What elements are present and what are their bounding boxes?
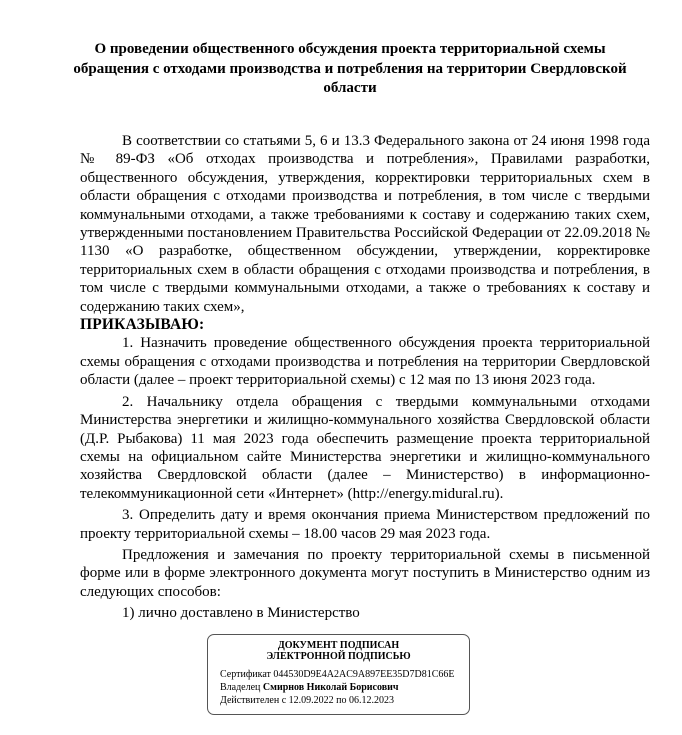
stamp-details xyxy=(220,668,469,707)
stamp-header-line-2: ЭЛЕКТРОННОЙ ПОДПИСЬЮ xyxy=(266,651,411,662)
delivery-method-1: 1) лично доставлено в Министерство xyxy=(122,605,360,622)
stamp-header-line-1: ДОКУМЕНТ ПОДПИСАН xyxy=(277,640,400,651)
stamp-certificate-value: 044530D9E4A2AC9A897EE35D7D81C66E xyxy=(273,669,455,680)
stamp-header xyxy=(208,640,469,662)
order-item-2: 2. Начальнику отдела обращения с твердыми коммунальными отходами Министерства энергетики и жилищно-коммунального хозяйства Свердловской области (Д.Р. Рыбакова) 11 мая 2023 года обеспечить размещение проекта территориальной схемы на официальном сайте Министерства энергетики и жилищно-коммунального хозяйства Свердловской области (далее – Министерство) в информационно-телекоммуникационной сети «Интернет» (http://energy.midural.ru). xyxy=(80,393,650,502)
stamp-certificate-label: Сертификат xyxy=(220,669,271,680)
document-body xyxy=(80,132,650,623)
stamp-validity-row xyxy=(220,694,469,707)
stamp-owner-value: Смирнов Николай Борисович xyxy=(262,682,399,693)
document-title: О проведении общественного обсуждения проекта территориальной схемы обращения с отходами производства и потребления на территории Свердловской области xyxy=(73,41,627,96)
stamp-validity-label: Действителен с 12.09.2022 по 06.12.2023 xyxy=(220,695,394,706)
stamp-owner-row xyxy=(220,681,469,694)
stamp-owner-label: Владелец xyxy=(220,682,261,693)
order-item-3: 3. Определить дату и время окончания приема Министерством предложений по проекту территориальной схемы – 18.00 часов 29 мая 2023 года. xyxy=(80,507,650,542)
intro-paragraph: В соответствии со статьями 5, 6 и 13.3 Федерального закона от 24 июня 1998 года № 89-ФЗ «Об отходах производства и потребления», Правилами разработки, общественного обсуждения, утверждения, корректировки территориальных схем в области обращения с отходами производства и потребления, в том числе с твердыми коммунальными отходами, а также требованиями к составу и содержанию таких схем, утвержденными постановлением Правительства Российской Федерации от 22.09.2018 № 1130 «О разработке, общественном обсуждении, утверждении, корректировке территориальных схем в области обращения с отходами производства и потребления, в том числе с твердыми коммунальными отходами, а также о требованиях к составу и содержанию таких схем», xyxy=(80,133,650,315)
proposals-paragraph: Предложения и замечания по проекту территориальной схемы в письменной форме или в форме электронного документа могут поступить в Министерство одним из следующих способов: xyxy=(80,546,650,600)
stamp-certificate-row xyxy=(220,668,469,681)
electronic-signature-stamp xyxy=(207,634,470,715)
order-heading: ПРИКАЗЫВАЮ: xyxy=(80,316,205,334)
order-item-1: 1. Назначить проведение общественного обсуждения проекта территориальной схемы обращения с отходами производства и потребления на территории Свердловской области (далее – проект территориальной схемы) с 12 мая по 13 июня 2023 года. xyxy=(80,335,650,389)
